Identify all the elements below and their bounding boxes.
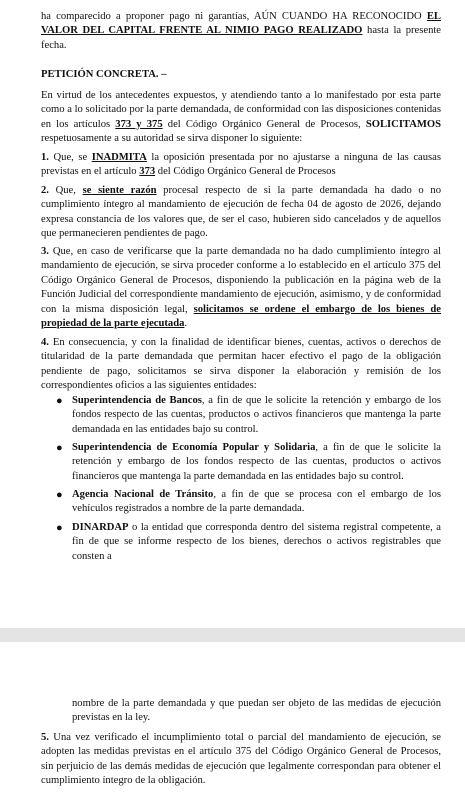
bullet-dot: ● (56, 489, 63, 501)
point-3-text-end: . (184, 318, 188, 330)
entity-name: Superintendencia de Bancos (72, 395, 202, 406)
intro-paragraph (41, 10, 441, 53)
entity-text: , a fin de que se procesa con el embargo de los vehículos registrados a nombre de la parte demandada. (72, 489, 441, 515)
point-5 (41, 731, 441, 789)
articles-reference: 373 y 375 (115, 118, 163, 130)
point-1-text-3: del Código Orgánico General de Procesos (155, 166, 336, 178)
point-5-text: Una vez verificado el incumplimiento total o parcial del mandamiento de ejecución, se adopten las medidas previstas en el artículo 375 del Código Orgánico General de Procesos, sin perjuicio de las demás medidas de ejecución que legalmente correspondan para obtener el cumplimiento íntegro de la obligación. (41, 732, 441, 787)
bullet-dot: ● (56, 442, 63, 454)
bullet-superintendencia-eps (56, 441, 441, 484)
bullet-dot: ● (56, 522, 63, 534)
petition-text-3: respetuosamente a su autoridad se sirva disponer lo siguiente: (41, 133, 303, 145)
point-number: 4. (41, 337, 49, 348)
point-number: 5. (41, 732, 49, 743)
petition-paragraph (41, 89, 441, 147)
point-number: 1. (41, 152, 49, 163)
document-page-2 (0, 642, 465, 798)
point-2-text: Que, (48, 185, 83, 196)
bullet-dinardap-continuation: nombre de la parte demandada y que puedan ser objeto de las medidas de ejecución previstas en la ley. (72, 698, 441, 724)
article-373-reference: 373 (139, 166, 156, 178)
point-number: 3. (41, 246, 49, 257)
point-4 (41, 336, 441, 394)
entity-name: DINARDAP (72, 522, 129, 533)
point-4-text: En consecuencia, y con la finalidad de identificar bienes, cuentas, activos o derechos de titularidad de la parte demandada que permitan hacer efectivo el pago de la obligación pendiente de pago, solicitamos se sirva disponer la elaboración y remisión de los correspondientes oficios a las siguientes entidades: (41, 337, 441, 392)
entity-text: , a fin de que le solicite la retención y embargo de los fondos respecto de las cuentas, productos o activos financieros que mantenga la parte demandada en las entidades bajo su control. (72, 395, 442, 435)
point-3 (41, 245, 441, 331)
bullet-dinardap (56, 521, 441, 564)
inadmita-keyword: INADMITA (91, 152, 147, 163)
entity-name: Superintendencia de Economía Popular y Solidaria (72, 442, 316, 453)
point-number: 2. (41, 185, 49, 196)
intro-emphasis: EL VALOR DEL CAPITAL FRENTE AL NIMIO PAGO REALIZADO (41, 11, 441, 37)
bullet-dot: ● (56, 395, 63, 407)
intro-text-end: hasta la presente fecha. (41, 25, 442, 51)
siente-razon-keyword: se siente razón (82, 185, 157, 196)
entity-text: , a fin de que le solicite la retención y embargo de los fondos respecto de las cuentas, productos o activos financieros que mantenga la parte demandada en las entidades bajo su control. (72, 442, 441, 482)
section-heading: PETICIÓN CONCRETA. – (41, 69, 167, 80)
point-1-text-2: la oposición presentada por no ajustarse a ninguna de las causas previstas en el artículo (41, 152, 441, 178)
petition-text-2: del Código Orgánico General de Procesos, (162, 118, 366, 130)
point-1-text: Que, se (48, 152, 92, 163)
bullet-agencia-transito (56, 488, 441, 517)
point-1 (41, 151, 441, 180)
embargo-request: solicitamos se ordene el embargo de los bienes de propiedad de la parte ejecutada (41, 303, 441, 330)
entity-text: o la entidad que corresponda dentro del sistema registral competente, a fin de que se informe respecto de los bienes, derechos o activos registrables que consten a (72, 522, 441, 562)
point-3-text: Que, en caso de verificarse que la parte demandada no ha dado cumplimiento íntegro al mandamiento de ejecución, se sirva proceder conforme a lo establecido en el artículo 375 del Código Orgánico General de Procesos, disponiendo la publicación en la página web de la Función Judicial del correspondiente mandamiento de ejecución, asimismo, y de conformidad con la misma disposición legal, (41, 246, 441, 315)
solicitamos-keyword: SOLICITAMOS (365, 118, 441, 130)
intro-text: ha comparecido a proponer pago ni garantías, AÚN CUANDO HA RECONOCIDO (41, 11, 427, 22)
petition-text: En virtud de los antecedentes expuestos, y atendiendo tanto a lo manifestado por esta parte como a lo solicitado por la parte demandada, de conformidad con las disposiciones contenidas en los artículos (41, 90, 441, 130)
entity-name: Agencia Nacional de Tránsito (72, 489, 214, 500)
bullet-superintendencia-bancos (56, 394, 442, 437)
point-2 (41, 184, 441, 242)
page-separator (0, 628, 465, 642)
point-2-text-2: procesal respecto de si la parte demandada ha dado o no cumplimiento íntegro al mandamiento de ejecución de fecha 04 de agosto de 2026, dejando expresa constancia de los valores que, de ser el caso, hubieren sido cancelados y de aquellos que permanecieren pendientes de pago. (41, 185, 441, 240)
